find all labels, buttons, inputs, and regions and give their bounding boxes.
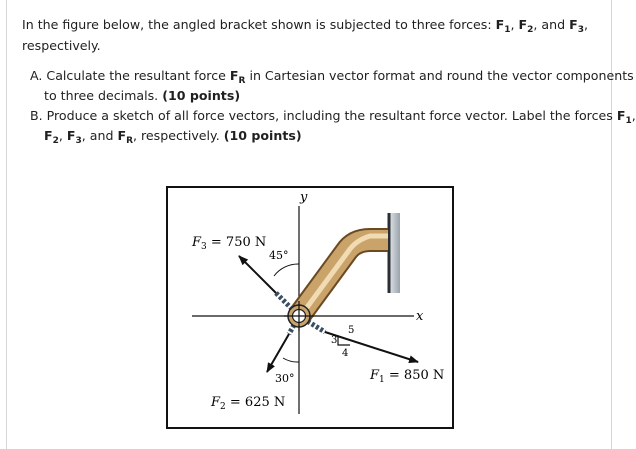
question-intro-end: respectively. (22, 38, 101, 53)
question-intro-line: In the figure below, the angled bracket shown is subjected to three forces: $F_1$, $F_2$, and $F_3$, (22, 17, 588, 35)
slope-run-label: 4 (342, 348, 349, 359)
f3-label: $F_3 = 750$ N (192, 235, 267, 252)
bracket-figure (166, 186, 454, 433)
slope-hyp-label: 5 (348, 325, 355, 336)
f2-label: $F_2 = 625$ N (211, 395, 286, 412)
y-axis-label: y (300, 190, 308, 205)
part-b-line-2: $F_2$, $F_3$, and $F_R$, respectively. (10 points) (44, 128, 302, 146)
slope-rise-label: 3 (331, 335, 338, 346)
x-axis-label: x (416, 309, 424, 324)
f2-angle-label: 30° (275, 372, 295, 385)
part-b-line-1: B. Produce a sketch of all force vectors, including the resultant force vector. Label the forces $F_1$, (30, 108, 636, 126)
part-a-line-1: A. Calculate the resultant force $F_R$ in Cartesian vector format and round the vector components (30, 68, 634, 86)
bracket-diagram (166, 186, 454, 429)
part-a-line-2: to three decimals. (10 points) (44, 88, 241, 103)
f3-angle-label: 45° (269, 249, 289, 262)
f1-label: $F_1 = 850$ N (370, 368, 445, 385)
